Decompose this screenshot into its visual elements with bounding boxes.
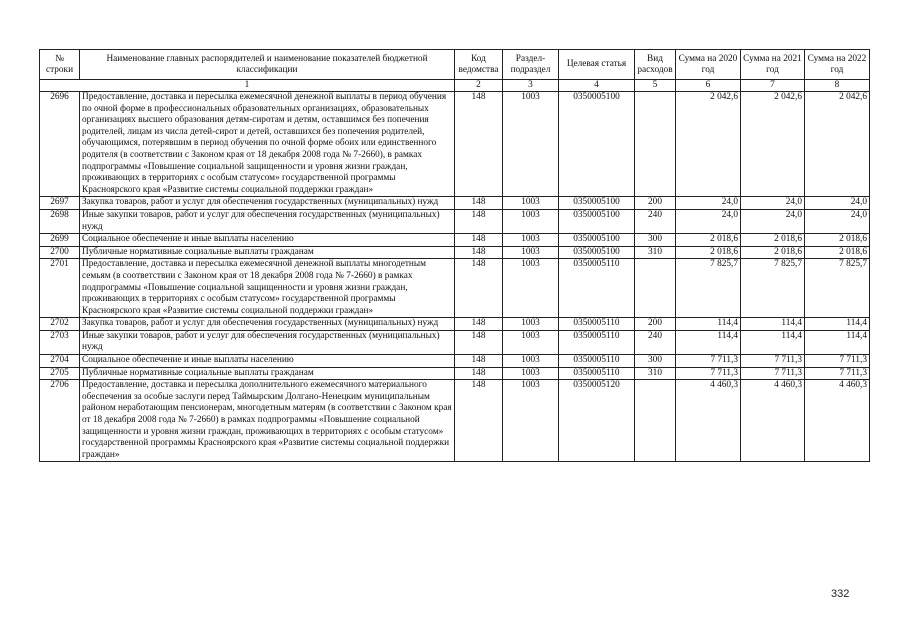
row-number: 2697 xyxy=(40,197,80,210)
row-target-item: 0350005100 xyxy=(559,246,635,259)
row-sum-2021: 2 018,6 xyxy=(741,246,805,259)
row-number: 2702 xyxy=(40,318,80,331)
row-sum-2022: 4 460,3 xyxy=(805,380,870,462)
row-target-item: 0350005110 xyxy=(559,330,635,354)
row-sum-2022: 7 825,7 xyxy=(805,259,870,318)
row-sum-2021: 4 460,3 xyxy=(741,380,805,462)
header-target-item: Целевая статья xyxy=(559,50,635,80)
column-number: 3 xyxy=(503,80,559,92)
table-row xyxy=(40,246,870,259)
table-row xyxy=(40,197,870,210)
row-sum-2022: 2 042,6 xyxy=(805,92,870,197)
budget-table xyxy=(39,49,870,462)
row-section: 1003 xyxy=(503,355,559,368)
row-sum-2021: 24,0 xyxy=(741,209,805,233)
row-expense-type: 200 xyxy=(635,197,676,210)
row-section: 1003 xyxy=(503,197,559,210)
header-expense-type: Вид расходов xyxy=(635,50,676,80)
row-sum-2021: 114,4 xyxy=(741,330,805,354)
row-dept-code: 148 xyxy=(455,209,503,233)
row-dept-code: 148 xyxy=(455,259,503,318)
row-expense-type: 300 xyxy=(635,234,676,247)
row-sum-2022: 7 711,3 xyxy=(805,367,870,380)
row-expense-type: 240 xyxy=(635,330,676,354)
header-sum-2021: Сумма на 2021 год xyxy=(741,50,805,80)
row-target-item: 0350005100 xyxy=(559,92,635,197)
row-expense-type: 300 xyxy=(635,355,676,368)
row-number: 2699 xyxy=(40,234,80,247)
row-target-item: 0350005120 xyxy=(559,380,635,462)
row-name: Публичные нормативные социальные выплаты гражданам xyxy=(80,367,455,380)
table-row xyxy=(40,355,870,368)
row-name: Иные закупки товаров, работ и услуг для обеспечения государственных (муниципальных) нужд xyxy=(80,330,455,354)
table-row xyxy=(40,92,870,197)
column-number: 7 xyxy=(741,80,805,92)
row-section: 1003 xyxy=(503,330,559,354)
row-sum-2020: 4 460,3 xyxy=(676,380,741,462)
column-number: 8 xyxy=(805,80,870,92)
row-expense-type xyxy=(635,380,676,462)
row-sum-2020: 2 018,6 xyxy=(676,246,741,259)
row-sum-2022: 114,4 xyxy=(805,330,870,354)
row-target-item: 0350005100 xyxy=(559,197,635,210)
row-dept-code: 148 xyxy=(455,197,503,210)
column-number: 1 xyxy=(40,80,455,92)
table-body xyxy=(40,92,870,462)
row-sum-2020: 2 018,6 xyxy=(676,234,741,247)
row-name: Социальное обеспечение и иные выплаты населению xyxy=(80,355,455,368)
row-number: 2706 xyxy=(40,380,80,462)
row-sum-2022: 24,0 xyxy=(805,209,870,233)
row-dept-code: 148 xyxy=(455,330,503,354)
header-sum-2020: Сумма на 2020 год xyxy=(676,50,741,80)
header-row xyxy=(40,50,870,80)
row-sum-2022: 7 711,3 xyxy=(805,355,870,368)
row-number: 2700 xyxy=(40,246,80,259)
row-expense-type: 240 xyxy=(635,209,676,233)
row-section: 1003 xyxy=(503,209,559,233)
row-target-item: 0350005110 xyxy=(559,318,635,331)
row-sum-2021: 7 711,3 xyxy=(741,355,805,368)
header-section: Раздел-подраздел xyxy=(503,50,559,80)
row-name: Иные закупки товаров, работ и услуг для обеспечения государственных (муниципальных) нужд xyxy=(80,209,455,233)
row-target-item: 0350005110 xyxy=(559,367,635,380)
row-number: 2704 xyxy=(40,355,80,368)
row-expense-type: 200 xyxy=(635,318,676,331)
table-row xyxy=(40,367,870,380)
row-dept-code: 148 xyxy=(455,380,503,462)
row-sum-2021: 2 018,6 xyxy=(741,234,805,247)
row-sum-2020: 24,0 xyxy=(676,197,741,210)
table-row xyxy=(40,330,870,354)
row-sum-2022: 2 018,6 xyxy=(805,246,870,259)
row-name: Закупка товаров, работ и услуг для обеспечения государственных (муниципальных) нужд xyxy=(80,197,455,210)
row-dept-code: 148 xyxy=(455,234,503,247)
row-section: 1003 xyxy=(503,92,559,197)
row-sum-2021: 7 711,3 xyxy=(741,367,805,380)
row-section: 1003 xyxy=(503,318,559,331)
row-target-item: 0350005100 xyxy=(559,234,635,247)
row-expense-type xyxy=(635,259,676,318)
row-sum-2022: 24,0 xyxy=(805,197,870,210)
row-expense-type: 310 xyxy=(635,246,676,259)
row-name: Предоставление, доставка и пересылка дополнительного ежемесячного материального обеспечения за особые заслуги перед Таймырским Долгано-Ненецким муниципальным районом неработающим пенсионерам, многодетным матерям (в соответствии с Законом края от 18 декабря 2008 года № 7-2660) в рамках подпрограммы «Повышение социальной защищенности и уровня жизни граждан, проживающих в территориях с особым статусом» государственной программы Красноярского края «Развитие системы социальной поддержки граждан» xyxy=(80,380,455,462)
row-name: Закупка товаров, работ и услуг для обеспечения государственных (муниципальных) нужд xyxy=(80,318,455,331)
row-section: 1003 xyxy=(503,380,559,462)
row-name: Публичные нормативные социальные выплаты гражданам xyxy=(80,246,455,259)
row-number: 2703 xyxy=(40,330,80,354)
row-sum-2020: 24,0 xyxy=(676,209,741,233)
row-number: 2696 xyxy=(40,92,80,197)
row-sum-2020: 7 711,3 xyxy=(676,355,741,368)
row-sum-2020: 7 711,3 xyxy=(676,367,741,380)
table-row xyxy=(40,380,870,462)
row-sum-2021: 2 042,6 xyxy=(741,92,805,197)
header-row-no: № строки xyxy=(40,50,80,80)
row-dept-code: 148 xyxy=(455,318,503,331)
row-number: 2698 xyxy=(40,209,80,233)
row-dept-code: 148 xyxy=(455,246,503,259)
row-sum-2020: 7 825,7 xyxy=(676,259,741,318)
row-name: Предоставление, доставка и пересылка ежемесячной денежной выплаты многодетным семьям (в соответствии с Законом края от 18 декабря 2008 года № 7-2660) в рамках подпрограммы «Повышение социальной защищенности и уровня жизни граждан, проживающих в территориях с особым статусом» государственной программы Красноярского края «Развитие системы социальной поддержки граждан» xyxy=(80,259,455,318)
row-section: 1003 xyxy=(503,246,559,259)
row-name: Социальное обеспечение и иные выплаты населению xyxy=(80,234,455,247)
row-sum-2021: 114,4 xyxy=(741,318,805,331)
row-target-item: 0350005110 xyxy=(559,259,635,318)
row-sum-2021: 24,0 xyxy=(741,197,805,210)
row-number: 2705 xyxy=(40,367,80,380)
column-number-row xyxy=(40,80,870,92)
column-number: 4 xyxy=(559,80,635,92)
row-expense-type: 310 xyxy=(635,367,676,380)
row-section: 1003 xyxy=(503,259,559,318)
row-sum-2021: 7 825,7 xyxy=(741,259,805,318)
row-number: 2701 xyxy=(40,259,80,318)
row-name: Предоставление, доставка и пересылка ежемесячной денежной выплаты в период обучения по очной форме в профессиональных образовательных организациях, образовательных организациях высшего образования детям-сиротам и детям, оставшимся без попечения родителей, лицам из числа детей-сирот и детей, оставшихся без попечения родителей, обучающимся, потерявшим в период обучения по очной форме обоих или единственного родителя (в соответствии с Законом края от 18 декабря 2008 года № 7-2660), в рамках подпрограммы «Повышение социальной защищенности и уровня жизни граждан, проживающих в территориях с особым статусом» государственной программы Красноярского края «Развитие системы социальной поддержки граждан» xyxy=(80,92,455,197)
column-number: 5 xyxy=(635,80,676,92)
header-name: Наименование главных распорядителей и наименование показателей бюджетной классификации xyxy=(80,50,455,80)
row-dept-code: 148 xyxy=(455,92,503,197)
column-number: 6 xyxy=(676,80,741,92)
table-row xyxy=(40,234,870,247)
row-target-item: 0350005110 xyxy=(559,355,635,368)
row-sum-2020: 2 042,6 xyxy=(676,92,741,197)
row-section: 1003 xyxy=(503,234,559,247)
header-dept-code: Код ведомства xyxy=(455,50,503,80)
row-dept-code: 148 xyxy=(455,367,503,380)
row-sum-2022: 114,4 xyxy=(805,318,870,331)
page-number: 332 xyxy=(831,588,850,600)
row-sum-2020: 114,4 xyxy=(676,330,741,354)
row-sum-2022: 2 018,6 xyxy=(805,234,870,247)
row-dept-code: 148 xyxy=(455,355,503,368)
header-sum-2022: Сумма на 2022 год xyxy=(805,50,870,80)
table-row xyxy=(40,259,870,318)
row-sum-2020: 114,4 xyxy=(676,318,741,331)
row-section: 1003 xyxy=(503,367,559,380)
table-row xyxy=(40,318,870,331)
row-expense-type xyxy=(635,92,676,197)
column-number: 2 xyxy=(455,80,503,92)
row-target-item: 0350005100 xyxy=(559,209,635,233)
table-row xyxy=(40,209,870,233)
